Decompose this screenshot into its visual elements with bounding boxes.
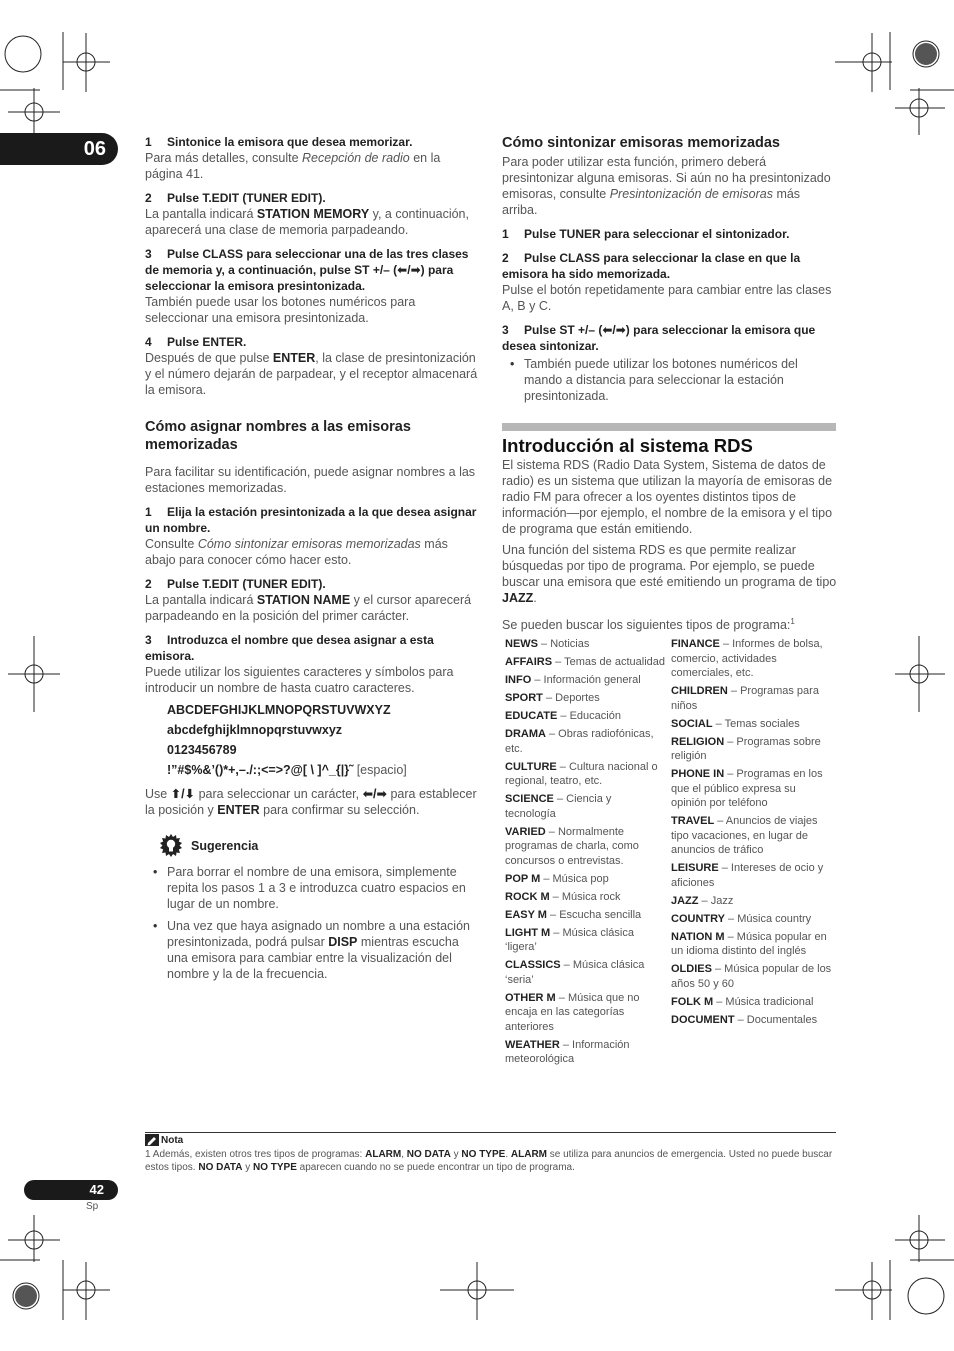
rds-body xyxy=(502,457,837,633)
note-heading: Nota xyxy=(145,1134,183,1146)
program-type-item: LIGHT M – Música clásica ‘ligera’ xyxy=(505,926,634,953)
program-type-item: VARIED – Normalmente programas de charla, como concursos o entrevistas. xyxy=(505,825,639,867)
step-1: 1 Sintonice la emisora que desea memorizar. xyxy=(145,135,413,149)
program-type-item: EASY M – Escucha sencilla xyxy=(505,908,642,921)
program-type-item: SPORT – Deportes xyxy=(505,692,600,704)
program-type-item: SCIENCE – Ciencia y tecnología xyxy=(505,793,612,820)
program-type-item: POP M – Música pop xyxy=(505,872,609,885)
name-step-2-body: La pantalla indicará STATION NAME y el cursor aparecerá parpadeando en la posición del primer carácter. xyxy=(145,593,472,623)
program-type-item: LEISURE – Intereses de ocio y aficiones xyxy=(671,862,824,889)
step-2-body: La pantalla indicará STATION MEMORY y, a continuación, aparecerá una clase de memoria parpadeando. xyxy=(145,207,469,237)
step-3: 3 Pulse CLASS para seleccionar una de las tres clases de memoria y, a continuación, pulse ST +/– (⬅/➡) para seleccionar la emisora presintonizada. xyxy=(145,247,469,293)
page-number: 42 xyxy=(24,1180,118,1200)
program-types-right xyxy=(671,637,833,1031)
program-type-item: DRAMA – Obras radiofónicas, etc. xyxy=(505,728,654,755)
name-step-2: 2 Pulse T.EDIT (TUNER EDIT). xyxy=(145,577,326,591)
rds-paragraph-3: Se pueden buscar los siguientes tipos de programa:$^1$ xyxy=(502,617,795,633)
program-type-item: CHILDREN – Programas para niños xyxy=(671,685,819,712)
program-type-item: COUNTRY – Música country xyxy=(671,912,812,925)
language-code: Sp xyxy=(86,1201,99,1212)
program-type-item: CULTURE – Cultura nacional o regional, teatro, etc. xyxy=(505,760,658,787)
tip-1: • Para borrar el nombre de una emisora, simplemente repita los pasos 1 a 3 e introduzca cuatro espacios en lugar de un nombre. xyxy=(145,864,478,912)
chapter-tab: 06 xyxy=(0,133,118,165)
name-step-1-body: Consulte Cómo sintonizar emisoras memorizadas más abajo para conocer cómo hacer esto. xyxy=(145,537,448,567)
rds-paragraph-1: El sistema RDS (Radio Data System, Sistema de datos de radio) es un sistema que utilizan la mayoría de emisoras de radio FM para ofrecer a los oyentes distintos tipos de información—por ejemplo, el nombre de la emisora y el tipo de programa que están emitiendo. xyxy=(502,458,833,536)
names-intro: Para facilitar su identificación, puede asignar nombres a las estaciones memorizadas. xyxy=(145,465,476,495)
heading-assign-names: Cómo asignar nombres a las emisoras memorizadas xyxy=(145,419,411,453)
program-types-left xyxy=(505,637,665,1070)
lightbulb-icon xyxy=(159,834,183,858)
heading-tune-presets: Cómo sintonizar emisoras memorizadas xyxy=(502,135,780,151)
tune-step-1: 1 Pulse TUNER para seleccionar el sintonizador. xyxy=(502,227,790,241)
note-text: 1 Además, existen otros tres tipos de programas: ALARM, NO DATA y NO TYPE. ALARM se utiliza para anuncios de emergencia. Usted no puede buscar estos tipos. NO DATA y NO TYPE aparecen cuando no se puede encontrar un tipo de programa. xyxy=(145,1149,833,1173)
tune-step-3-bullet: • También puede utilizar los botones numéricos del mando a distancia para seleccionar la estación presintonizada. xyxy=(502,356,837,404)
tip-heading: Sugerencia xyxy=(159,834,478,858)
tip-2: • Una vez que haya asignado un nombre a una estación presintonizada, podrá pulsar DISP mientras escucha una emisora para cambiar entre la visualización del nombre y la de la frecuencia. xyxy=(145,918,478,982)
program-type-item: INFO – Información general xyxy=(505,674,641,686)
program-type-item: TRAVEL – Anuncios de viajes tipo vacaciones, en lugar de anuncios de tráfico xyxy=(671,815,818,856)
program-type-item: FINANCE – Informes de bolsa, comercio, actividades comerciales, etc. xyxy=(671,638,823,679)
program-type-item: RELIGION – Programas sobre religión xyxy=(671,735,821,762)
tune-step-3: 3 Pulse ST +/– (⬅/➡) para seleccionar la emisora que desea sintonizar. xyxy=(502,323,816,353)
step-4-body: Después de que pulse ENTER, la clase de presintonización y el número dejarán de parpadear, y el receptor almacenará la emisora. xyxy=(145,351,478,397)
tune-step-2: 2 Pulse CLASS para seleccionar la clase en que la emisora ha sido memorizada. xyxy=(502,251,801,281)
rds-paragraph-2: Una función del sistema RDS es que permite realizar búsquedas por tipo de programa. Por ejemplo, se puede buscar una emisora que esté emitiendo un programa de tipo JAZZ. xyxy=(502,543,837,605)
program-type-item: CLASSICS – Música clásica ‘seria’ xyxy=(505,959,645,986)
name-step-3: 3 Introduzca el nombre que desea asignar a esta emisora. xyxy=(145,633,434,663)
note-divider xyxy=(145,1132,836,1133)
program-type-item: DOCUMENT – Documentales xyxy=(671,1013,818,1026)
program-type-item: ROCK M – Música rock xyxy=(505,890,621,903)
character-set: ABCDEFGHIJKLMNOPQRSTUVWXYZ abcdefghijklmnopqrstuvwxyz 0123456789 !”#$%&’()*+,–./:;<=>?@[ \ ]^_{|}˜ [espacio] xyxy=(167,703,407,777)
program-type-item: OTHER M – Música que no encaja en las categorías anteriores xyxy=(505,991,640,1033)
section-divider-bar xyxy=(502,423,836,431)
name-step-1: 1 Elija la estación presintonizada a la que desea asignar un nombre. xyxy=(145,505,477,535)
program-type-item: WEATHER – Información meteorológica xyxy=(505,1038,630,1065)
heading-rds: Introducción al sistema RDS xyxy=(502,435,753,456)
tune-step-2-body: Pulse el botón repetidamente para cambiar entre las clases A, B y C. xyxy=(502,283,832,313)
step-4: 4 Pulse ENTER. xyxy=(145,335,247,349)
use-arrows-text: Use ⬆/⬇ para seleccionar un carácter, ⬅/➡ para establecer la posición y ENTER para confirmar su selección. xyxy=(145,787,477,817)
right-column xyxy=(502,134,837,404)
left-column xyxy=(145,134,478,982)
tune-intro: Para poder utilizar esta función, primero deberá presintonizar alguna emisoras. Si aún no ha presintonizado emisoras, consulte Presintonización de emisoras más arriba. xyxy=(502,155,831,217)
program-type-item: NEWS – Noticias xyxy=(505,638,590,650)
program-type-item: FOLK M – Música tradicional xyxy=(671,995,814,1008)
program-type-item: PHONE IN – Programas en los que el público expresa su opinión por teléfono xyxy=(671,768,823,809)
program-type-item: NATION M – Música popular en un idioma distinto del inglés xyxy=(671,930,827,957)
program-type-item: AFFAIRS – Temas de actualidad xyxy=(505,656,665,668)
pencil-icon xyxy=(145,1134,159,1146)
program-type-item: EDUCATE – Educación xyxy=(505,710,621,722)
program-type-item: SOCIAL – Temas sociales xyxy=(671,717,800,730)
program-type-item: JAZZ – Jazz xyxy=(671,894,734,907)
program-type-item: OLDIES – Música popular de los años 50 y 60 xyxy=(671,963,832,990)
step-3-body: También puede usar los botones numéricos para seleccionar una emisora presintonizada. xyxy=(145,295,416,325)
name-step-3-body: Puede utilizar los siguientes caracteres y símbolos para introducir un nombre de hasta cuatro caracteres. xyxy=(145,665,454,695)
step-1-body: Para más detalles, consulte Recepción de radio en la página 41. xyxy=(145,151,441,181)
step-2: 2 Pulse T.EDIT (TUNER EDIT). xyxy=(145,191,326,205)
